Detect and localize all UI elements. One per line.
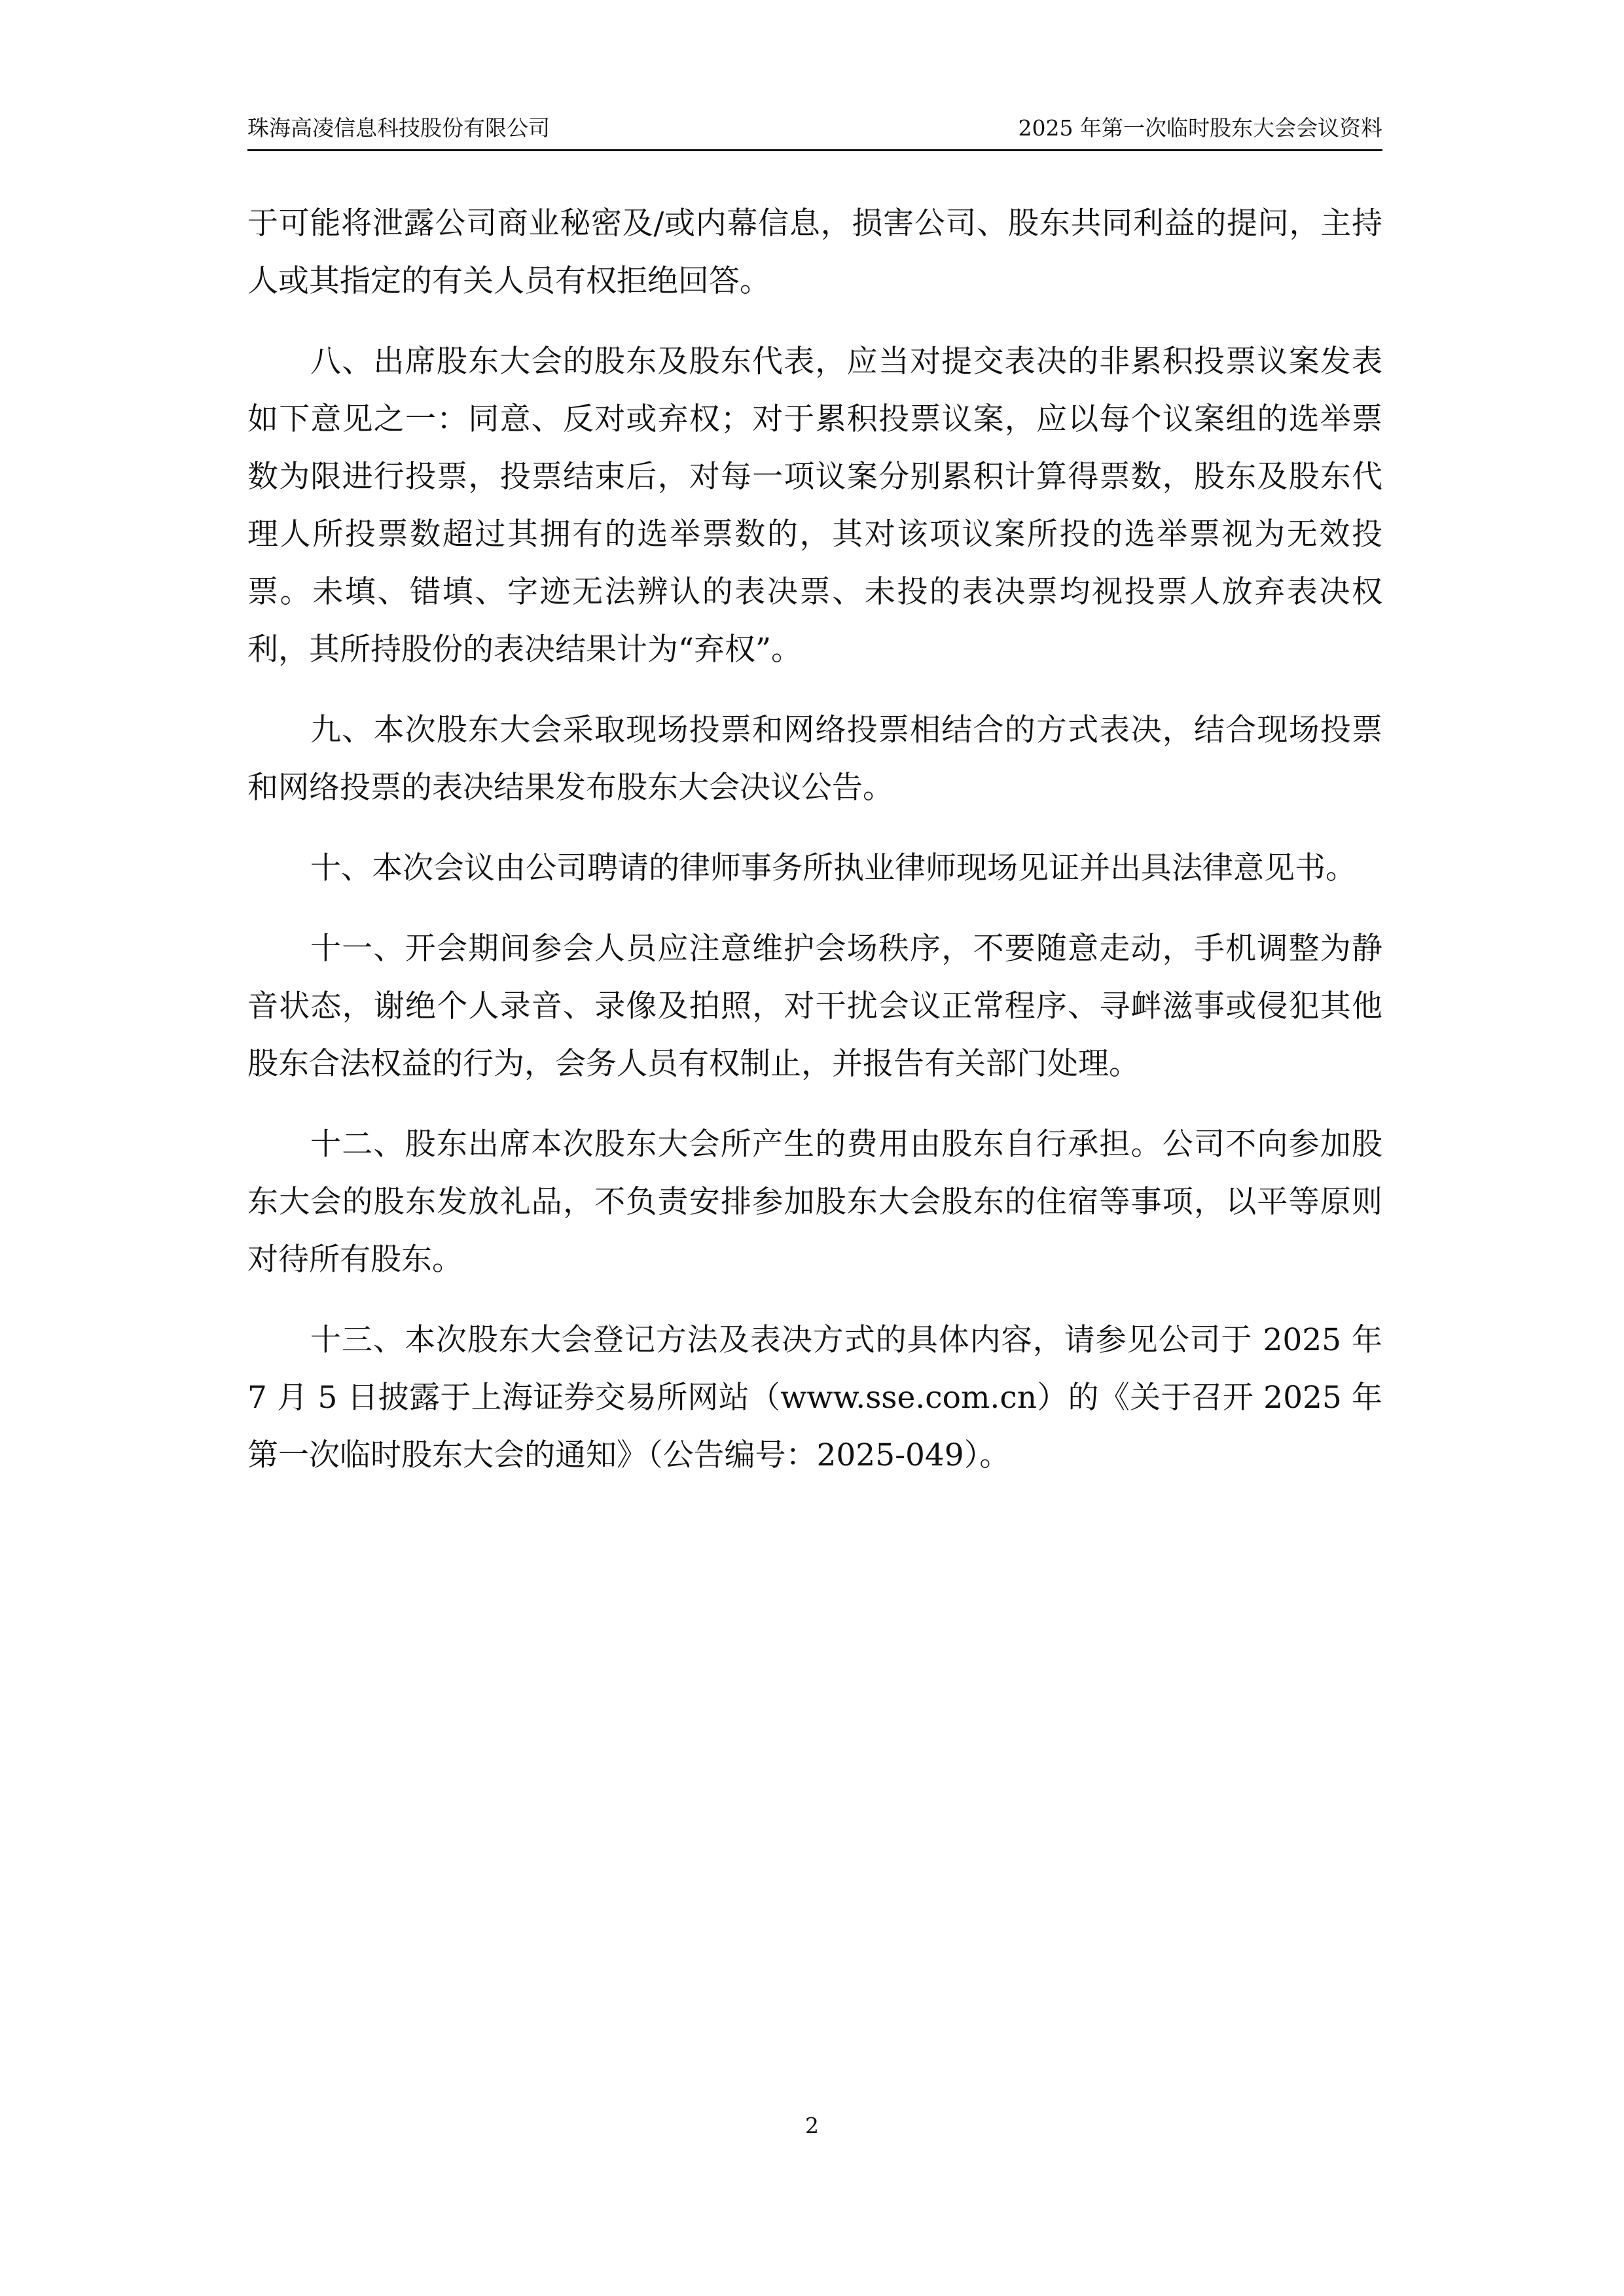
paragraph-item-12: 十二、股东出席本次股东大会所产生的费用由股东自行承担。公司不向参加股东大会的股东发放礼品，不负责安排参加股东大会股东的住宿等事项，以平等原则对待所有股东。 — [247, 1126, 1382, 1278]
paragraph-item-10: 十、本次会议由公司聘请的律师事务所执业律师现场见证并出具法律意见书。 — [310, 850, 1356, 886]
paragraph-item-13: 十三、本次股东大会登记方法及表决方式的具体内容，请参见公司于 2025 年 7 月 5 日披露于上海证券交易所网站（www.sse.com.cn）的《关于召开 2025 年第一次临时股东大会的通知》（公告编号：2025-049）。 — [247, 1322, 1382, 1473]
page-number: 2 — [805, 2113, 819, 2138]
header-company-name: 珠海高凌信息科技股份有限公司 — [247, 115, 550, 141]
paragraph-item-11: 十一、开会期间参会人员应注意维护会场秩序，不要随意走动，手机调整为静音状态，谢绝个人录音、录像及拍照，对干扰会议正常程序、寻衅滋事或侵犯其他股东合法权益的行为，会务人员有权制止，并报告有关部门处理。 — [247, 931, 1382, 1082]
paragraph-item-9: 九、本次股东大会采取现场投票和网络投票相结合的方式表决，结合现场投票和网络投票的表决结果发布股东大会决议公告。 — [247, 712, 1382, 806]
header-document-title: 2025 年第一次临时股东大会会议资料 — [1018, 115, 1382, 141]
document-body — [247, 195, 1382, 1507]
page-header — [247, 113, 1382, 151]
paragraph-item-8: 八、出席股东大会的股东及股东代表，应当对提交表决的非累积投票议案发表如下意见之一：同意、反对或弃权；对于累积投票议案，应以每个议案组的选举票数为限进行投票，投票结束后，对每一项议案分别累积计算得票数，股东及股东代理人所投票数超过其拥有的选举票数的，其对该项议案所投的选举票视为无效投票。未填、错填、字迹无法辨认的表决票、未投的表决票均视投票人放弃表决权利，其所持股份的表决结果计为“弃权”。 — [247, 344, 1382, 668]
paragraph-continuation: 于可能将泄露公司商业秘密及/或内幕信息，损害公司、股东共同利益的提问，主持人或其指定的有关人员有权拒绝回答。 — [247, 206, 1382, 299]
